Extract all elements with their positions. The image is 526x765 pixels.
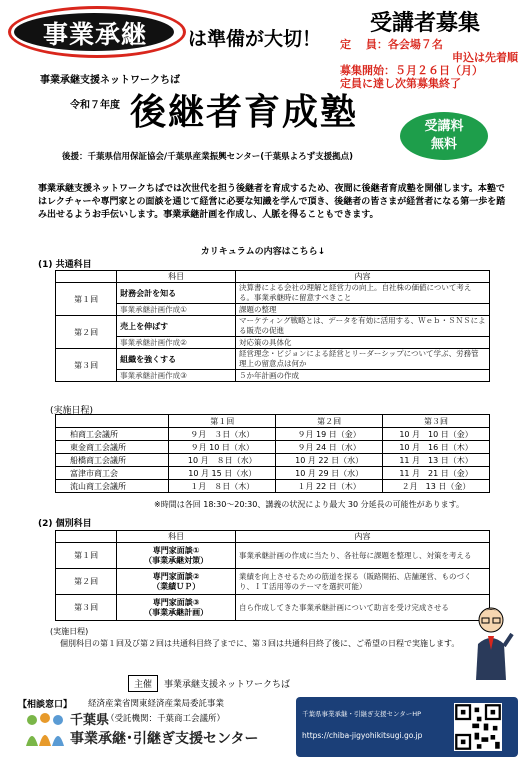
schedule-date: ９月 ３日（水） <box>169 428 276 441</box>
schedule-head-blank <box>56 415 169 428</box>
capacity-text: 定 員：各会場７名 <box>340 38 443 51</box>
sponsor-label: 主催 <box>128 675 158 692</box>
schedule-venue: 流山商工会議所 <box>56 480 169 493</box>
schedule-head-3: 第３回 <box>383 415 490 428</box>
individual-content: 業績を向上させるための筋道を探る（販路開拓、店舗運営、ものづくり、ＩＴ活用等のテーマを選択可能） <box>236 569 490 595</box>
schedule-date: ９月 24 日（水） <box>276 441 383 454</box>
consult-accept: （受託機関：千葉商工会議所） <box>106 714 226 724</box>
individual-schedule-text: 個別科目の第１回及び第２回は共通科目終了までに、第３回は共通科目終了後に、ご希望の日程で実施します。 <box>60 639 460 648</box>
individual-subject <box>117 569 236 595</box>
schedule-date: 10 月 29 日（水） <box>276 467 383 480</box>
homepage-banner[interactable] <box>296 697 518 757</box>
common-plan: 事業承継計画作成① <box>117 304 236 316</box>
schedule-date: ２月 13 日（金） <box>383 480 490 493</box>
individual-head-subject: 科目 <box>117 531 236 543</box>
individual-round: 第３回 <box>56 595 117 621</box>
common-section-title: (1) 共通科目 <box>38 260 92 270</box>
common-subject: 組織を強くする <box>117 349 236 370</box>
individual-subject-topic: （事業承継対策） <box>144 555 209 565</box>
common-content: 経営理念・ビジョンによる経営とリーダーシップについて学ぶ、労務管理上の留意点は何か <box>236 349 490 370</box>
recruit-title: 受講者募集 <box>370 11 481 36</box>
common-plan-content: 課題の整理 <box>236 304 490 316</box>
schedule-date: 10 月 10 日（金） <box>383 428 490 441</box>
sponsor <box>128 675 290 692</box>
individual-subject <box>117 543 236 569</box>
schedule-date: 10 月 16 日（木） <box>383 441 490 454</box>
sponsor-name: 事業承継支援ネットワークちば <box>164 680 291 690</box>
individual-section-title: (2) 個別科目 <box>38 519 92 529</box>
common-head-subject: 科目 <box>117 271 236 283</box>
individual-subject-name: 専門家面談② <box>152 571 200 581</box>
first-come-text: 申込は先着順 <box>452 51 518 64</box>
common-content: マーケティング戦略とは、データを有効に活用する、Ｗｅｂ・ＳＮＳによる販売の促進 <box>236 316 490 337</box>
qr-code-icon[interactable] <box>454 703 502 751</box>
schedule-date: ９月 19 日（金） <box>276 428 383 441</box>
individual-table <box>55 530 490 621</box>
logo-center-name: 事業承継･引継ぎ支援センター <box>70 731 259 747</box>
schedule-date: 10 月 22 日（水） <box>276 454 383 467</box>
individual-content: 事業承継計画の作成に当たり、各社毎に課題を整理し、対策を考える <box>236 543 490 569</box>
individual-schedule-label: (実施日程) <box>50 627 89 636</box>
schedule-date: １月 ８日（木） <box>169 480 276 493</box>
presenter-illustration-icon <box>468 600 514 680</box>
support-orgs: 後援：千葉県信用保証協会/千葉県産業振興センター(千葉県よろず支援拠点) <box>62 152 354 162</box>
common-content: 決算書による会社の理解と経営力の向上。自社株の価値について考える。事業承継時に留意すべきこと <box>236 283 490 304</box>
schedule-date: ９月 10 日（水） <box>169 441 276 454</box>
fee-value: 無料 <box>430 137 457 152</box>
schedule-head-2: 第２回 <box>276 415 383 428</box>
common-plan: 事業承継計画作成③ <box>117 370 236 382</box>
logo-prefecture: 千葉県 <box>70 713 110 728</box>
individual-content: 自ら作成してきた事業承継計画について助言を受け完成させる <box>236 595 490 621</box>
fee-label: 受講料 <box>424 119 464 134</box>
schedule-date: 11 月 13 日（木） <box>383 454 490 467</box>
title-oval-text: 事業承継 <box>42 20 147 49</box>
homepage-title: 千葉県事業承継・引継ぎ支援センターHP <box>302 710 422 718</box>
common-subject: 財務会計を知る <box>117 283 236 304</box>
page-title: 後継者育成塾 <box>130 92 359 133</box>
common-head-content: 内容 <box>236 271 490 283</box>
center-logo-icon <box>22 712 68 748</box>
schedule-date: 10 月 15 日（水） <box>169 467 276 480</box>
schedule-date: 10 月 ８日（水） <box>169 454 276 467</box>
common-table <box>55 270 490 382</box>
common-round: 第１回 <box>56 283 117 316</box>
common-round: 第２回 <box>56 316 117 349</box>
schedule-venue: 柏商工会議所 <box>56 428 169 441</box>
individual-head-content: 内容 <box>236 531 490 543</box>
common-plan: 事業承継計画作成② <box>117 337 236 349</box>
common-plan-content: 対応策の具体化 <box>236 337 490 349</box>
schedule-venue: 船橋商工会議所 <box>56 454 169 467</box>
individual-subject <box>117 595 236 621</box>
common-subject: 売上を伸ばす <box>117 316 236 337</box>
schedule-label: (実施日程) <box>50 406 94 416</box>
consult-label: 【相談窓口】 <box>18 700 73 710</box>
individual-subject-topic: （業績ＵＰ） <box>152 581 201 591</box>
time-note: ※時間は各回 18:30～20:30、講義の状況により最大 30 分延長の可能性があります。 <box>154 500 464 509</box>
schedule-date: 11 月 21 日（金） <box>383 467 490 480</box>
schedule-venue: 富津市商工会 <box>56 467 169 480</box>
recruit-info <box>340 38 518 90</box>
individual-round: 第１回 <box>56 543 117 569</box>
fee-badge <box>400 112 488 160</box>
title-subtitle: は準備が大切！ <box>188 28 322 50</box>
schedule-table <box>55 414 490 493</box>
individual-subject-name: 専門家面談③ <box>152 597 200 607</box>
common-round: 第３回 <box>56 349 117 382</box>
individual-subject-name: 専門家面談① <box>152 545 200 555</box>
common-plan-content: ５か年計画の作成 <box>236 370 490 382</box>
consult-org: 経済産業省関東経済産業局委託事業 <box>88 699 225 709</box>
organizer: 事業承継支援ネットワークちば <box>40 75 180 86</box>
individual-round: 第２回 <box>56 569 117 595</box>
year-label: 令和７年度 <box>70 100 120 111</box>
intro-paragraph: 事業承継支援ネットワークちばでは次世代を担う後継者を育成するため、夜間に後継者育成塾を開催します。本塾ではレクチャーや専門家との面談を通じて経営に必要な知識を学んで頂き、後継者の皆さまが経営者になる第一歩を踏み出せるようお手伝いします。事業承継計画を作成し、人脈を得ることもできます。 <box>38 184 506 220</box>
close-text: 定員に達し次第募集終了 <box>340 77 461 90</box>
start-text: 募集開始：５月２６日（月） <box>340 64 483 77</box>
blank-head <box>56 271 117 283</box>
individual-subject-topic: （事業承継計画） <box>144 607 209 617</box>
curriculum-heading: カリキュラムの内容はこちら↓ <box>200 247 326 257</box>
homepage-url[interactable]: https://chiba-jigyohikitsugi.go.jp <box>302 731 423 740</box>
schedule-venue: 東金商工会議所 <box>56 441 169 454</box>
schedule-date: １月 22 日（木） <box>276 480 383 493</box>
blank-head <box>56 531 117 543</box>
schedule-head-1: 第１回 <box>169 415 276 428</box>
